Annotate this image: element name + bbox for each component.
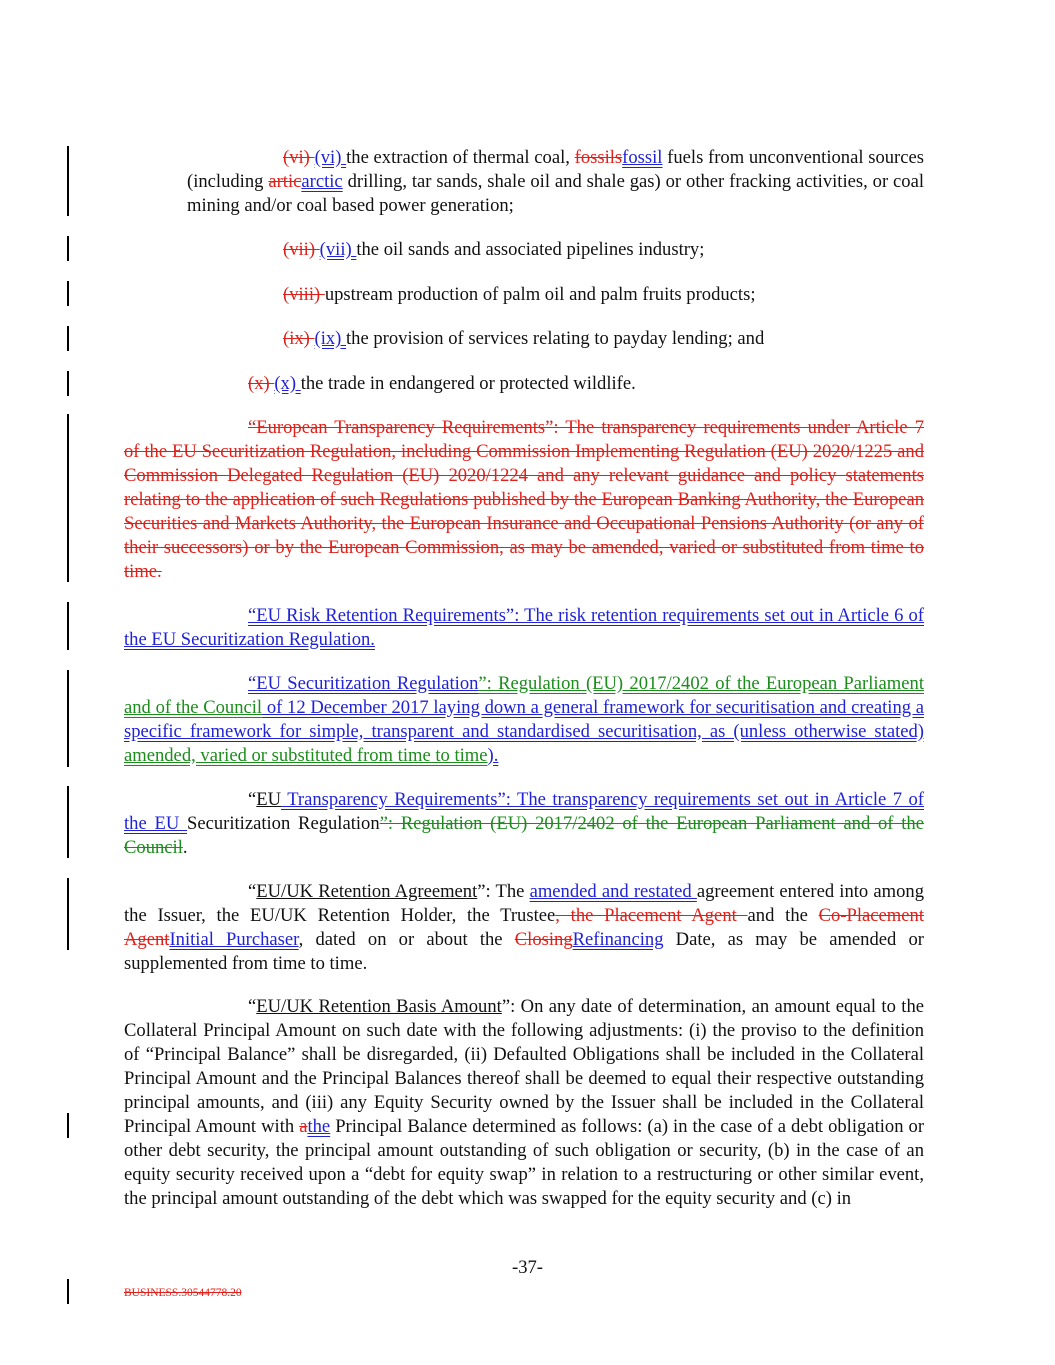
change-bar — [67, 326, 69, 351]
body-text: the trade in endangered or protected wildlife. — [300, 373, 636, 394]
change-bar — [67, 878, 69, 950]
inserted-text: fossil — [622, 147, 663, 168]
body-text: “ — [248, 996, 257, 1017]
change-bar — [67, 1113, 69, 1138]
inserted-text: the — [307, 1116, 331, 1137]
body-text: ”: The — [477, 881, 530, 902]
definition-eu-risk-retention-requirements — [124, 604, 924, 652]
inserted-text: Initial Purchaser — [169, 929, 299, 950]
body-text: the extraction of thermal coal, — [346, 147, 575, 168]
change-bar — [67, 371, 69, 396]
inserted-text: ). — [487, 745, 499, 766]
deleted-text: (vi) — [283, 147, 315, 168]
inserted-text: (x) — [274, 373, 301, 394]
definition-eu-uk-retention-basis-amount — [124, 995, 924, 1211]
inserted-text: arctic — [301, 171, 343, 192]
body-text: Principal Balance determined as follows: (a) in the case of a debt obligation or other debt security, the principal amount outstanding of such obligation or security, (b) in the case of an equity security received upon a “debt for equity swap” in relation to a restructuring or other similar event, the principal amount outstanding of the debt which was swapped for the equity security and (c) in — [124, 1116, 925, 1209]
deleted-text: , the Placement Agent — [555, 905, 748, 926]
change-bar — [67, 236, 69, 261]
list-item-viii — [283, 283, 756, 307]
change-bar — [67, 786, 69, 858]
deleted-text: (x) — [248, 373, 275, 394]
body-text: “ — [248, 881, 257, 902]
body-text: “ — [248, 789, 257, 810]
body-text: upstream production of palm oil and palm fruits products; — [324, 284, 756, 305]
inserted-text: (vii) — [319, 239, 357, 260]
inserted-text: “EU Securitization Regulation — [248, 673, 479, 694]
body-text: fuels from unconventional sources (including — [187, 147, 924, 192]
moved-text: amended, varied or substituted from time to time — [124, 745, 488, 766]
inserted-text: amended and restated — [529, 881, 697, 902]
inserted-text: “EU Risk Retention Requirements”: The risk retention requirements set out in Article 6 of the EU Securitization Regulation. — [124, 605, 924, 650]
body-text: ”: On any date of determination, an amount equal to the Collateral Principal Amount on such date with the following adjustments: (i) the proviso to the definition of “Principal Balance” shall be disregarded, (ii) Defaulted Obligations shall be included in the Collateral Principal Amount and the Principal Balances thereof shall be deemed to equal their respective outstanding principal amounts, and (iii) any Equity Security owned by the Issuer shall be included in the Collateral Principal Amount with — [124, 996, 924, 1137]
definition-eu-transparency-requirements — [124, 788, 924, 860]
body-text: agreement entered into among the Issuer, the EU/UK Retention Holder, the Trustee — [124, 881, 924, 926]
body-text: Securitization Regulation — [187, 813, 380, 834]
deleted-text: (vii) — [283, 239, 320, 260]
list-item-ix — [283, 327, 764, 351]
deleted-text: (ix) — [283, 328, 315, 349]
change-bar — [67, 1279, 69, 1304]
change-bar — [67, 281, 69, 306]
inserted-text: (ix) — [314, 328, 346, 349]
deleted-text: artic — [268, 171, 302, 192]
inserted-text: of 12 December 2017 laying down a general framework for securitisation and creating a specific framework for simple, transparent and standardised securitisation, as (unless otherwise stated) — [124, 697, 925, 742]
list-item-x — [248, 372, 636, 396]
deleted-text: Co-Placement Agent — [124, 905, 924, 950]
definition-eu-uk-retention-agreement — [124, 880, 924, 976]
definition-eu-securitization-regulation — [124, 672, 924, 768]
body-text: the oil sands and associated pipelines industry; — [356, 239, 705, 260]
body-text: . — [182, 837, 188, 858]
definition-european-transparency-requirements — [124, 416, 924, 584]
inserted-text: Refinancing — [572, 929, 664, 950]
body-text: , dated on or about the — [298, 929, 515, 950]
change-bar — [67, 146, 69, 216]
body-text: Date, as may be amended or supplemented from time to time. — [124, 929, 924, 974]
list-item-vii — [283, 238, 704, 262]
inserted-text: (vi) — [314, 147, 347, 168]
change-bar — [67, 414, 69, 582]
moved-deleted-text: ”: Regulation (EU) 2017/2402 of the European Parliament and of the Council — [124, 813, 924, 858]
deleted-text: “European Transparency Requirements”: The transparency requirements under Article 7 of the EU Securitization Regulation, including Commission Implementing Regulation (EU) 2020/1225 and Commission Delegated Regulation (EU) 2020/1224 and any relevant guidance and policy statements relating to the application of such Regulations published by the European Banking Authority, the European Securities and Markets Authority, the European Insurance and Occupational Pensions Authority (or any of their successors) or by the European Commission, as may be amended, varied or substituted from time to time. — [124, 417, 924, 582]
body-text: the provision of services relating to payday lending; and — [346, 328, 765, 349]
change-bar — [67, 602, 69, 650]
deleted-text: Closing — [514, 929, 573, 950]
page-number: -37- — [512, 1257, 543, 1278]
body-text: drilling, tar sands, shale oil and shale gas) or other fracking activities, or coal mining and/or coal based power generation; — [187, 171, 925, 216]
defined-term: EU/UK Retention Agreement — [256, 881, 478, 902]
defined-term: EU — [256, 789, 282, 810]
defined-term: EU/UK Retention Basis Amount — [256, 996, 502, 1017]
deleted-text: (viii) — [283, 284, 325, 305]
inserted-text: Transparency Requirements”: The transparency requirements set out in Article 7 of the EU — [124, 789, 924, 834]
deleted-text: fossils — [574, 147, 623, 168]
list-item-vi — [187, 146, 924, 218]
deleted-text: a — [299, 1116, 308, 1137]
moved-text: ”: Regulation (EU) 2017/2402 of the European Parliament and of the Council — [124, 673, 924, 718]
body-text: and the — [747, 905, 819, 926]
document-id: BUSINESS.30544778.20 — [124, 1287, 242, 1299]
change-bar — [67, 670, 69, 767]
